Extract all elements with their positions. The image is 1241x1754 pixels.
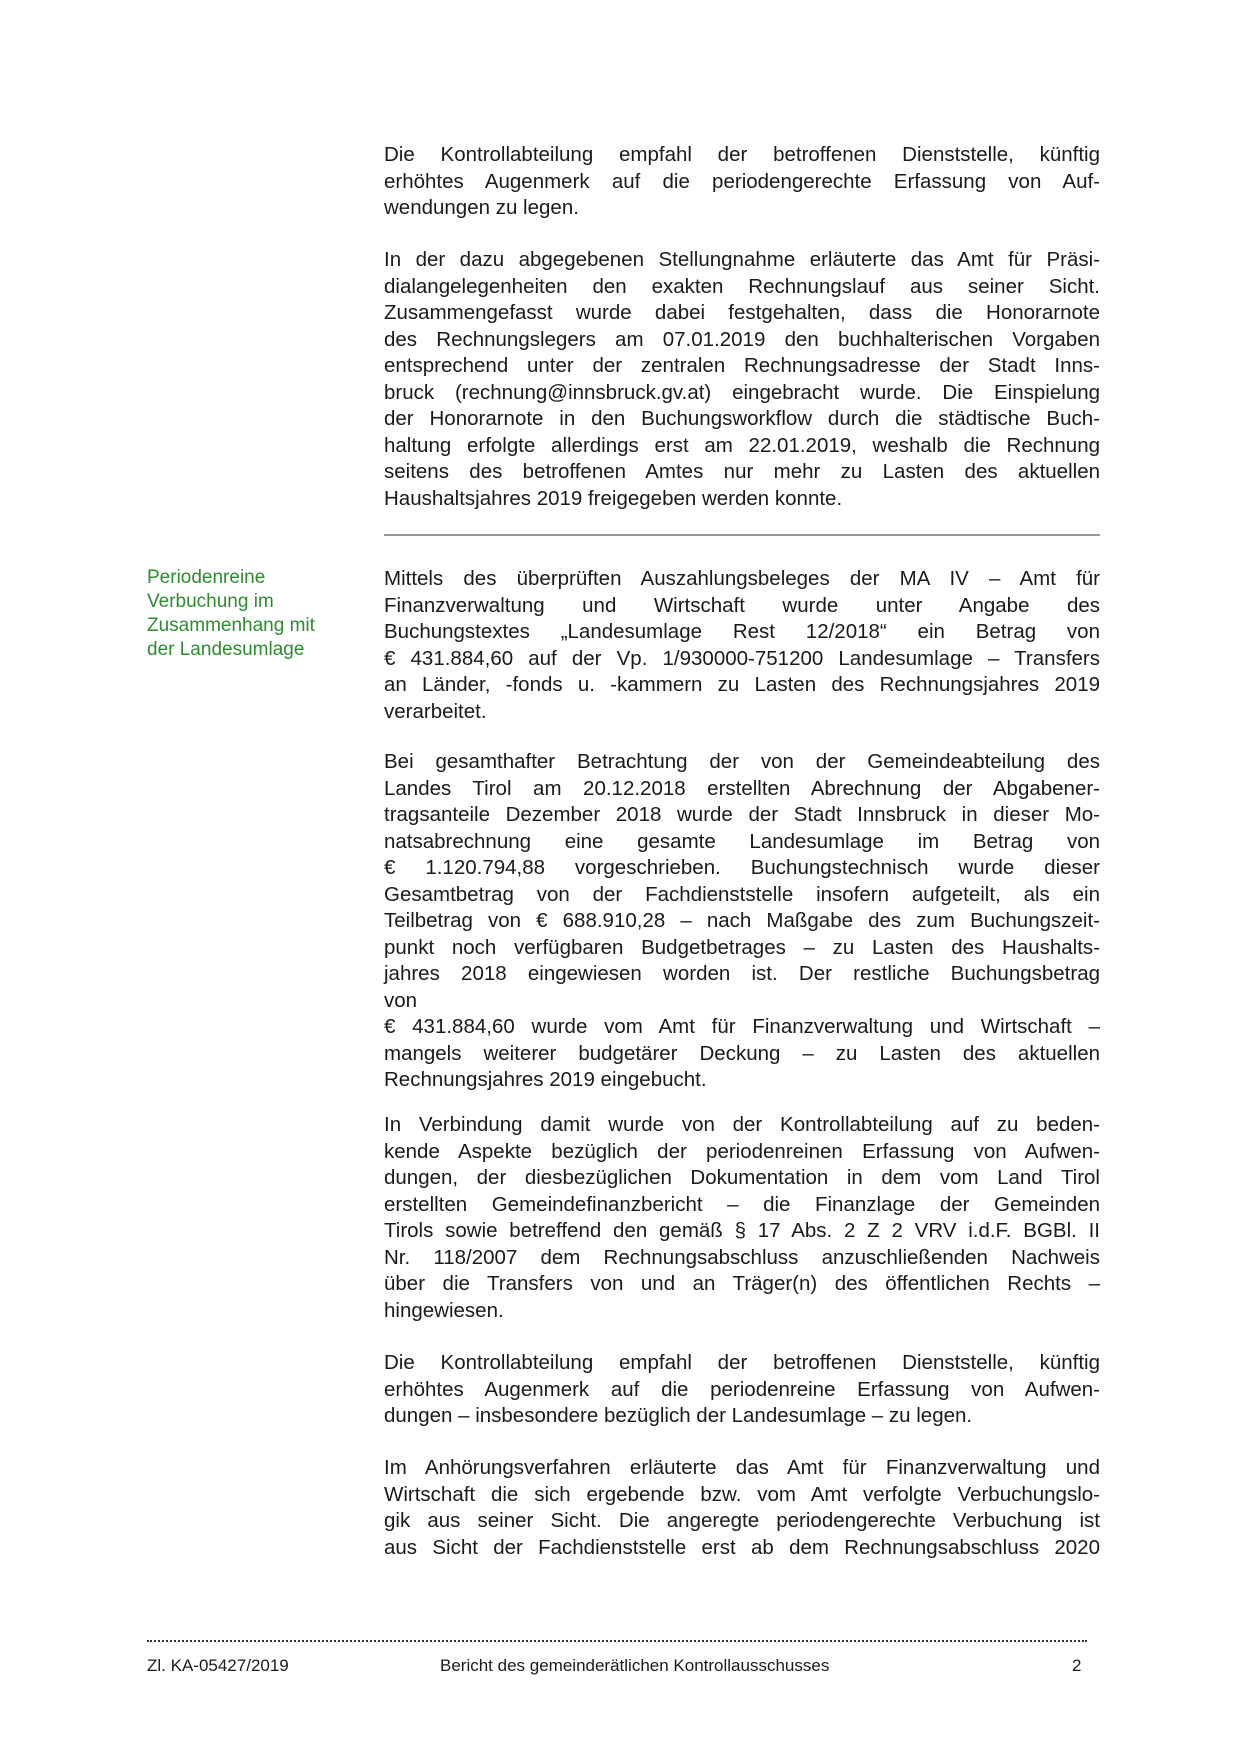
sidebar-heading-line: Periodenreine <box>147 567 266 588</box>
text-line: Bei gesamthafter Betrachtung der von der Gemeindeabteilung des <box>384 750 1100 773</box>
text-line: Die Kontrollabteilung empfahl der betroffenen Dienststelle, künftig <box>384 143 1100 166</box>
text-line: € 431.884,60 wurde vom Amt für Finanzverwaltung und Wirtschaft – <box>384 1015 1100 1038</box>
text-line: des Rechnungslegers am 07.01.2019 den buchhalterischen Vorgaben <box>384 327 1100 351</box>
text-line: Tirols sowie betreffend den gemäß § 17 Abs. 2 Z 2 VRV i.d.F. BGBl. II <box>384 1219 1100 1242</box>
text-line: Buchungstextes „Landesumlage Rest 12/2018“ ein Betrag von <box>384 620 1100 643</box>
text-line: Im Anhörungsverfahren erläuterte das Amt für Finanzverwaltung und <box>384 1456 1100 1479</box>
text-line: In der dazu abgegebenen Stellungnahme erläuterte das Amt für Präsi- <box>384 248 1100 271</box>
text-line: seitens des betroffenen Amtes nur mehr zu Lasten des aktuellen <box>384 460 1100 483</box>
text-line: Nr. 118/2007 dem Rechnungsabschluss anzuschließenden Nachweis <box>384 1245 1100 1269</box>
text-line: Haushaltsjahres 2019 freigegeben werden konnte. <box>384 486 843 510</box>
text-line: Mittels des überprüften Auszahlungsbeleges der MA IV – Amt für <box>384 567 1100 590</box>
section-divider <box>384 534 1100 536</box>
text-line: dungen – insbesondere bezüglich der Landesumlage – zu legen. <box>384 1404 973 1427</box>
text-line: verarbeitet. <box>384 699 487 723</box>
text-line: Finanzverwaltung und Wirtschaft wurde unter Angabe des <box>384 593 1100 617</box>
text-line: an Länder, -fonds u. -kammern zu Lasten des Rechnungsjahres 2019 <box>384 673 1100 696</box>
text-line: Teilbetrag von € 688.910,28 – nach Maßgabe des zum Buchungszeit- <box>384 909 1100 932</box>
text-line: punkt noch verfügbaren Budgetbetrages – zu Lasten des Haushalts- <box>384 935 1100 959</box>
text-line: € 431.884,60 auf der Vp. 1/930000-751200 Landesumlage – Transfers <box>384 646 1100 670</box>
paragraph-overall-view <box>384 749 1100 1094</box>
text-line: Zusammengefasst wurde dabei festgehalten, dass die Honorarnote <box>384 301 1100 324</box>
sidebar-heading-line: Zusammenhang mit <box>147 615 315 636</box>
text-line: bruck (rechnung@innsbruck.gv.at) eingebracht wurde. Die Einspielung <box>384 380 1100 404</box>
sidebar-heading-line: der Landesumlage <box>147 639 305 660</box>
text-line: erstellten Gemeindefinanzbericht – die Finanzlage der Gemeinden <box>384 1192 1100 1216</box>
text-line: aus Sicht der Fachdienststelle erst ab dem Rechnungsabschluss 2020 <box>384 1535 1100 1559</box>
text-line: natsabrechnung eine gesamte Landesumlage im Betrag von <box>384 829 1100 853</box>
footer-file-number: Zl. KA-05427/2019 <box>147 1656 289 1675</box>
footer-report-title: Bericht des gemeinderätlichen Kontrollausschusses <box>440 1656 830 1675</box>
text-line: der Honorarnote in den Buchungsworkflow durch die städtische Buch- <box>384 407 1100 430</box>
text-line: haltung erfolgte allerdings erst am 22.01.2019, weshalb die Rechnung <box>384 433 1100 457</box>
text-line: Rechnungsjahres 2019 eingebucht. <box>384 1068 707 1091</box>
paragraph-recommendation-1 <box>384 142 1100 222</box>
text-line: Gesamtbetrag von der Fachdienststelle insofern aufgeteilt, als ein <box>384 882 1100 906</box>
text-line: Wirtschaft die sich ergebende bzw. vom Amt verfolgte Verbuchungslo- <box>384 1482 1100 1506</box>
text-line: dungen, der diesbezüglichen Dokumentation in dem vom Land Tirol <box>384 1166 1100 1189</box>
sidebar-heading <box>147 566 347 662</box>
paragraph-recommendation-2 <box>384 1350 1100 1430</box>
text-line: gik aus seiner Sicht. Die angeregte periodengerechte Verbuchung ist <box>384 1509 1100 1532</box>
text-line: kende Aspekte bezüglich der periodenreinen Erfassung von Aufwen- <box>384 1139 1100 1163</box>
paragraph-statement <box>384 247 1100 512</box>
text-line: entsprechend unter der zentralen Rechnungsadresse der Stadt Inns- <box>384 354 1100 377</box>
text-line: Die Kontrollabteilung empfahl der betroffenen Dienststelle, künftig <box>384 1351 1100 1374</box>
text-line: über die Transfers von und an Träger(n) des öffentlichen Rechts – <box>384 1272 1100 1295</box>
footer-page-number: 2 <box>1072 1656 1082 1675</box>
footer-divider <box>147 1640 1087 1642</box>
text-line: erhöhtes Augenmerk auf die periodenreine Erfassung von Aufwen- <box>384 1377 1100 1401</box>
paragraph-aspects <box>384 1112 1100 1324</box>
text-line: erhöhtes Augenmerk auf die periodengerechte Erfassung von Auf- <box>384 169 1100 193</box>
text-line: von <box>384 988 418 1012</box>
text-line: In Verbindung damit wurde von der Kontrollabteilung auf zu beden- <box>384 1113 1100 1136</box>
text-line: jahres 2018 eingewiesen worden ist. Der restliche Buchungsbetrag <box>384 962 1100 985</box>
text-line: mangels weiterer budgetärer Deckung – zu Lasten des aktuellen <box>384 1041 1100 1065</box>
paragraph-payment-voucher <box>384 566 1100 725</box>
text-line: dialangelegenheiten den exakten Rechnungslauf aus seiner Sicht. <box>384 274 1100 298</box>
text-line: € 1.120.794,88 vorgeschrieben. Buchungstechnisch wurde dieser <box>384 856 1100 879</box>
text-line: hingewiesen. <box>384 1298 504 1322</box>
text-line: wendungen zu legen. <box>384 196 579 219</box>
sidebar-heading-line: Verbuchung im <box>147 591 274 612</box>
paragraph-hearing <box>384 1455 1100 1561</box>
text-line: tragsanteile Dezember 2018 wurde der Stadt Innsbruck in dieser Mo- <box>384 803 1100 826</box>
text-line: Landes Tirol am 20.12.2018 erstellten Abrechnung der Abgabener- <box>384 776 1100 800</box>
